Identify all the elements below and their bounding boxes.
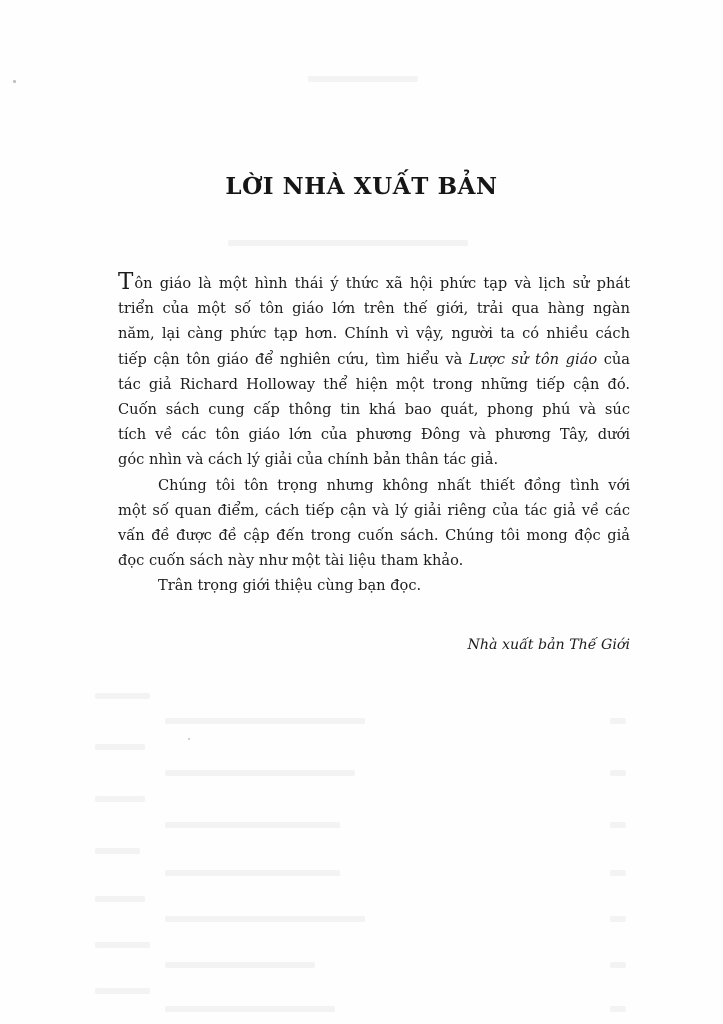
ghost-line [165, 870, 340, 876]
ghost-line [610, 962, 626, 968]
scan-speck [188, 738, 190, 740]
text-line: Tôn giáo là một hình thái ý thức xã hội phức tạp và lịch sử phát [118, 269, 630, 295]
text-line: triển của một số tôn giáo lớn trên thế giới, trải qua hàng ngàn [118, 300, 630, 318]
text-line: Cuốn sách cung cấp thông tin khá bao quát, phong phú và súc [118, 400, 630, 418]
ghost-line [95, 744, 145, 750]
ghost-line [610, 870, 626, 876]
ghost-line [228, 240, 468, 246]
ghost-line [610, 1006, 626, 1012]
text-line: đọc cuốn sách này như một tài liệu tham khảo. [118, 552, 464, 570]
ghost-line [95, 796, 145, 802]
ghost-line [610, 916, 626, 922]
ghost-line [165, 770, 355, 776]
text-line: tích về các tôn giáo lớn của phương Đông và phương Tây, dưới [118, 426, 630, 444]
ghost-line [165, 718, 365, 724]
ghost-line [95, 942, 150, 948]
body-text [118, 271, 630, 598]
ghost-line [165, 916, 365, 922]
text-line: Trân trọng giới thiệu cùng bạn đọc. [158, 577, 422, 595]
ghost-line [165, 962, 315, 968]
ghost-line [165, 822, 340, 828]
text-line: Chúng tôi tôn trọng nhưng không nhất thiết đồng tình với [158, 476, 630, 494]
ghost-line [95, 896, 145, 902]
publisher-signature: Nhà xuất bản Thế Giới [467, 637, 630, 653]
text-line: vấn đề được đề cập đến trong cuốn sách. Chúng tôi mong độc giả [118, 526, 630, 544]
ghost-line [95, 988, 150, 994]
text-line: tiếp cận tôn giáo để nghiên cứu, tìm hiểu và Lược sử tôn giáo của [118, 350, 630, 368]
ghost-line [610, 770, 626, 776]
ghost-line [610, 718, 626, 724]
text-line: năm, lại càng phức tạp hơn. Chính vì vậy, người ta có nhiều cách [118, 325, 630, 343]
drop-cap: T [118, 269, 134, 295]
page-title: LỜI NHÀ XUẤT BẢN [225, 173, 498, 201]
text-line: một số quan điểm, cách tiếp cận và lý giải riêng của tác giả về các [118, 501, 630, 519]
text-line: góc nhìn và cách lý giải của chính bản thân tác giả. [118, 451, 499, 469]
scan-speck [13, 80, 16, 83]
ghost-line [308, 76, 418, 82]
book-title-italic: Lược sử tôn giáo [468, 350, 598, 368]
ghost-line [95, 693, 150, 699]
ghost-line [165, 1006, 335, 1012]
text-line: tác giả Richard Holloway thể hiện một trong những tiếp cận đó. [118, 375, 630, 393]
ghost-line [610, 822, 626, 828]
ghost-line [95, 848, 140, 854]
